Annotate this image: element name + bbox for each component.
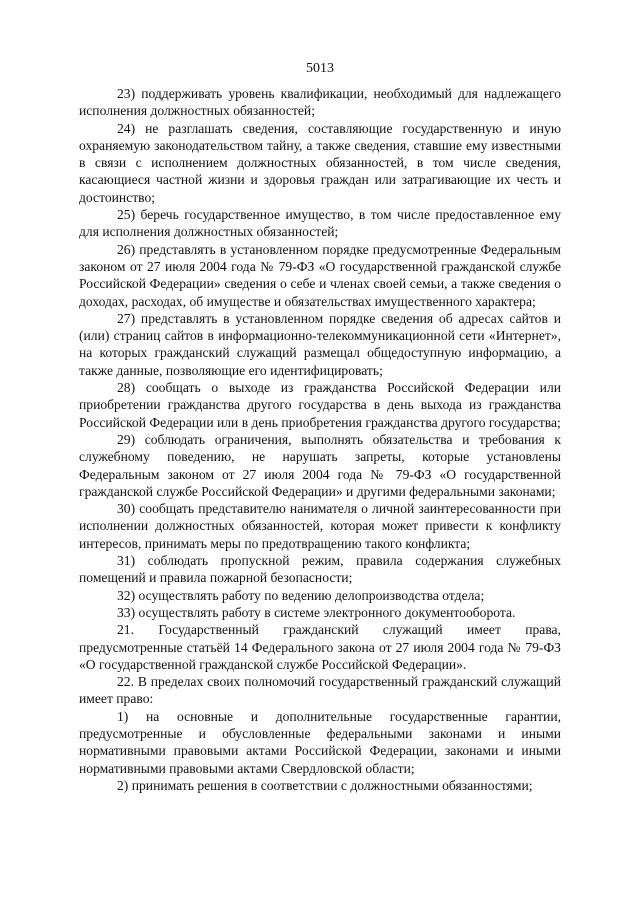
paragraph-item-26: 26) представлять в установленном порядке предусмотренные Федеральным законом от 27 июля 2004 года № 79-ФЗ «О государственной гражданской службе Российской Федерации» сведения о себе и членах своей семьи, а также сведения о доходах, расходах, об имуществе и обязательствах имущественного характера;: [79, 241, 561, 309]
document-body: [79, 85, 561, 794]
paragraph-item-23: 23) поддерживать уровень квалификации, необходимый для надлежащего исполнения должностных обязанностей;: [79, 86, 561, 119]
paragraph-item-32: 32) осуществлять работу по ведению делопроизводства отдела;: [117, 587, 485, 603]
paragraph-item-28: 28) сообщать о выходе из гражданства Российской Федерации или приобретении гражданства другого государства в день выхода из гражданства Российской Федерации или в день приобретения гражданства другого государства;: [79, 380, 561, 430]
paragraph-right-1: 1) на основные и дополнительные государственные гарантии, предусмотренные и обусловленные федеральными законами и иными нормативными правовыми актами Российской Федерации, законами и иными нормативными правовыми актами Свердловской области;: [79, 708, 561, 776]
paragraph-item-25: 25) беречь государственное имущество, в том числе предоставленное ему для исполнения должностных обязанностей;: [79, 207, 561, 240]
paragraph-item-24: 24) не разглашать сведения, составляющие государственную и иную охраняемую законодательством тайну, а также сведения, ставшие ему известными в связи с исполнением должностных обязанностей, в том числе сведения, касающиеся частной жизни и здоровья граждан или затрагивающие их честь и достоинство;: [79, 120, 561, 205]
paragraph-item-30: 30) сообщать представителю нанимателя о личной заинтересованности при исполнении должностных обязанностей, которая может привести к конфликту интересов, принимать меры по предотвращению такого конфликта;: [79, 501, 561, 551]
page-number: 5013: [306, 61, 334, 76]
paragraph-clause-21: 21. Государственный гражданский служащий имеет права, предусмотренные статьёй 14 Федерального закона от 27 июля 2004 года № 79-ФЗ «О государственной гражданской службе Российской Федерации».: [79, 622, 561, 672]
paragraph-item-33: 33) осуществлять работу в системе электронного документооборота.: [117, 604, 516, 620]
paragraph-clause-22: 22. В пределах своих полномочий государственный гражданский служащий имеет право:: [79, 674, 561, 707]
paragraph-item-27: 27) представлять в установленном порядке сведения об адресах сайтов и (или) страниц сайтов в информационно-телекоммуникационной сети «Интернет», на которых гражданский служащий размещал общедоступную информацию, а также данные, позволяющие его идентифицировать;: [79, 310, 561, 378]
paragraph-item-29: 29) соблюдать ограничения, выполнять обязательства и требования к служебному поведению, не нарушать запреты, которые установлены Федеральным законом от 27 июля 2004 года № 79-ФЗ «О государственной гражданской службе Российской Федерации» и другими федеральными законами;: [79, 431, 561, 499]
paragraph-right-2: 2) принимать решения в соответствии с должностными обязанностями;: [117, 777, 533, 793]
paragraph-item-31: 31) соблюдать пропускной режим, правила содержания служебных помещений и правила пожарной безопасности;: [79, 553, 561, 586]
